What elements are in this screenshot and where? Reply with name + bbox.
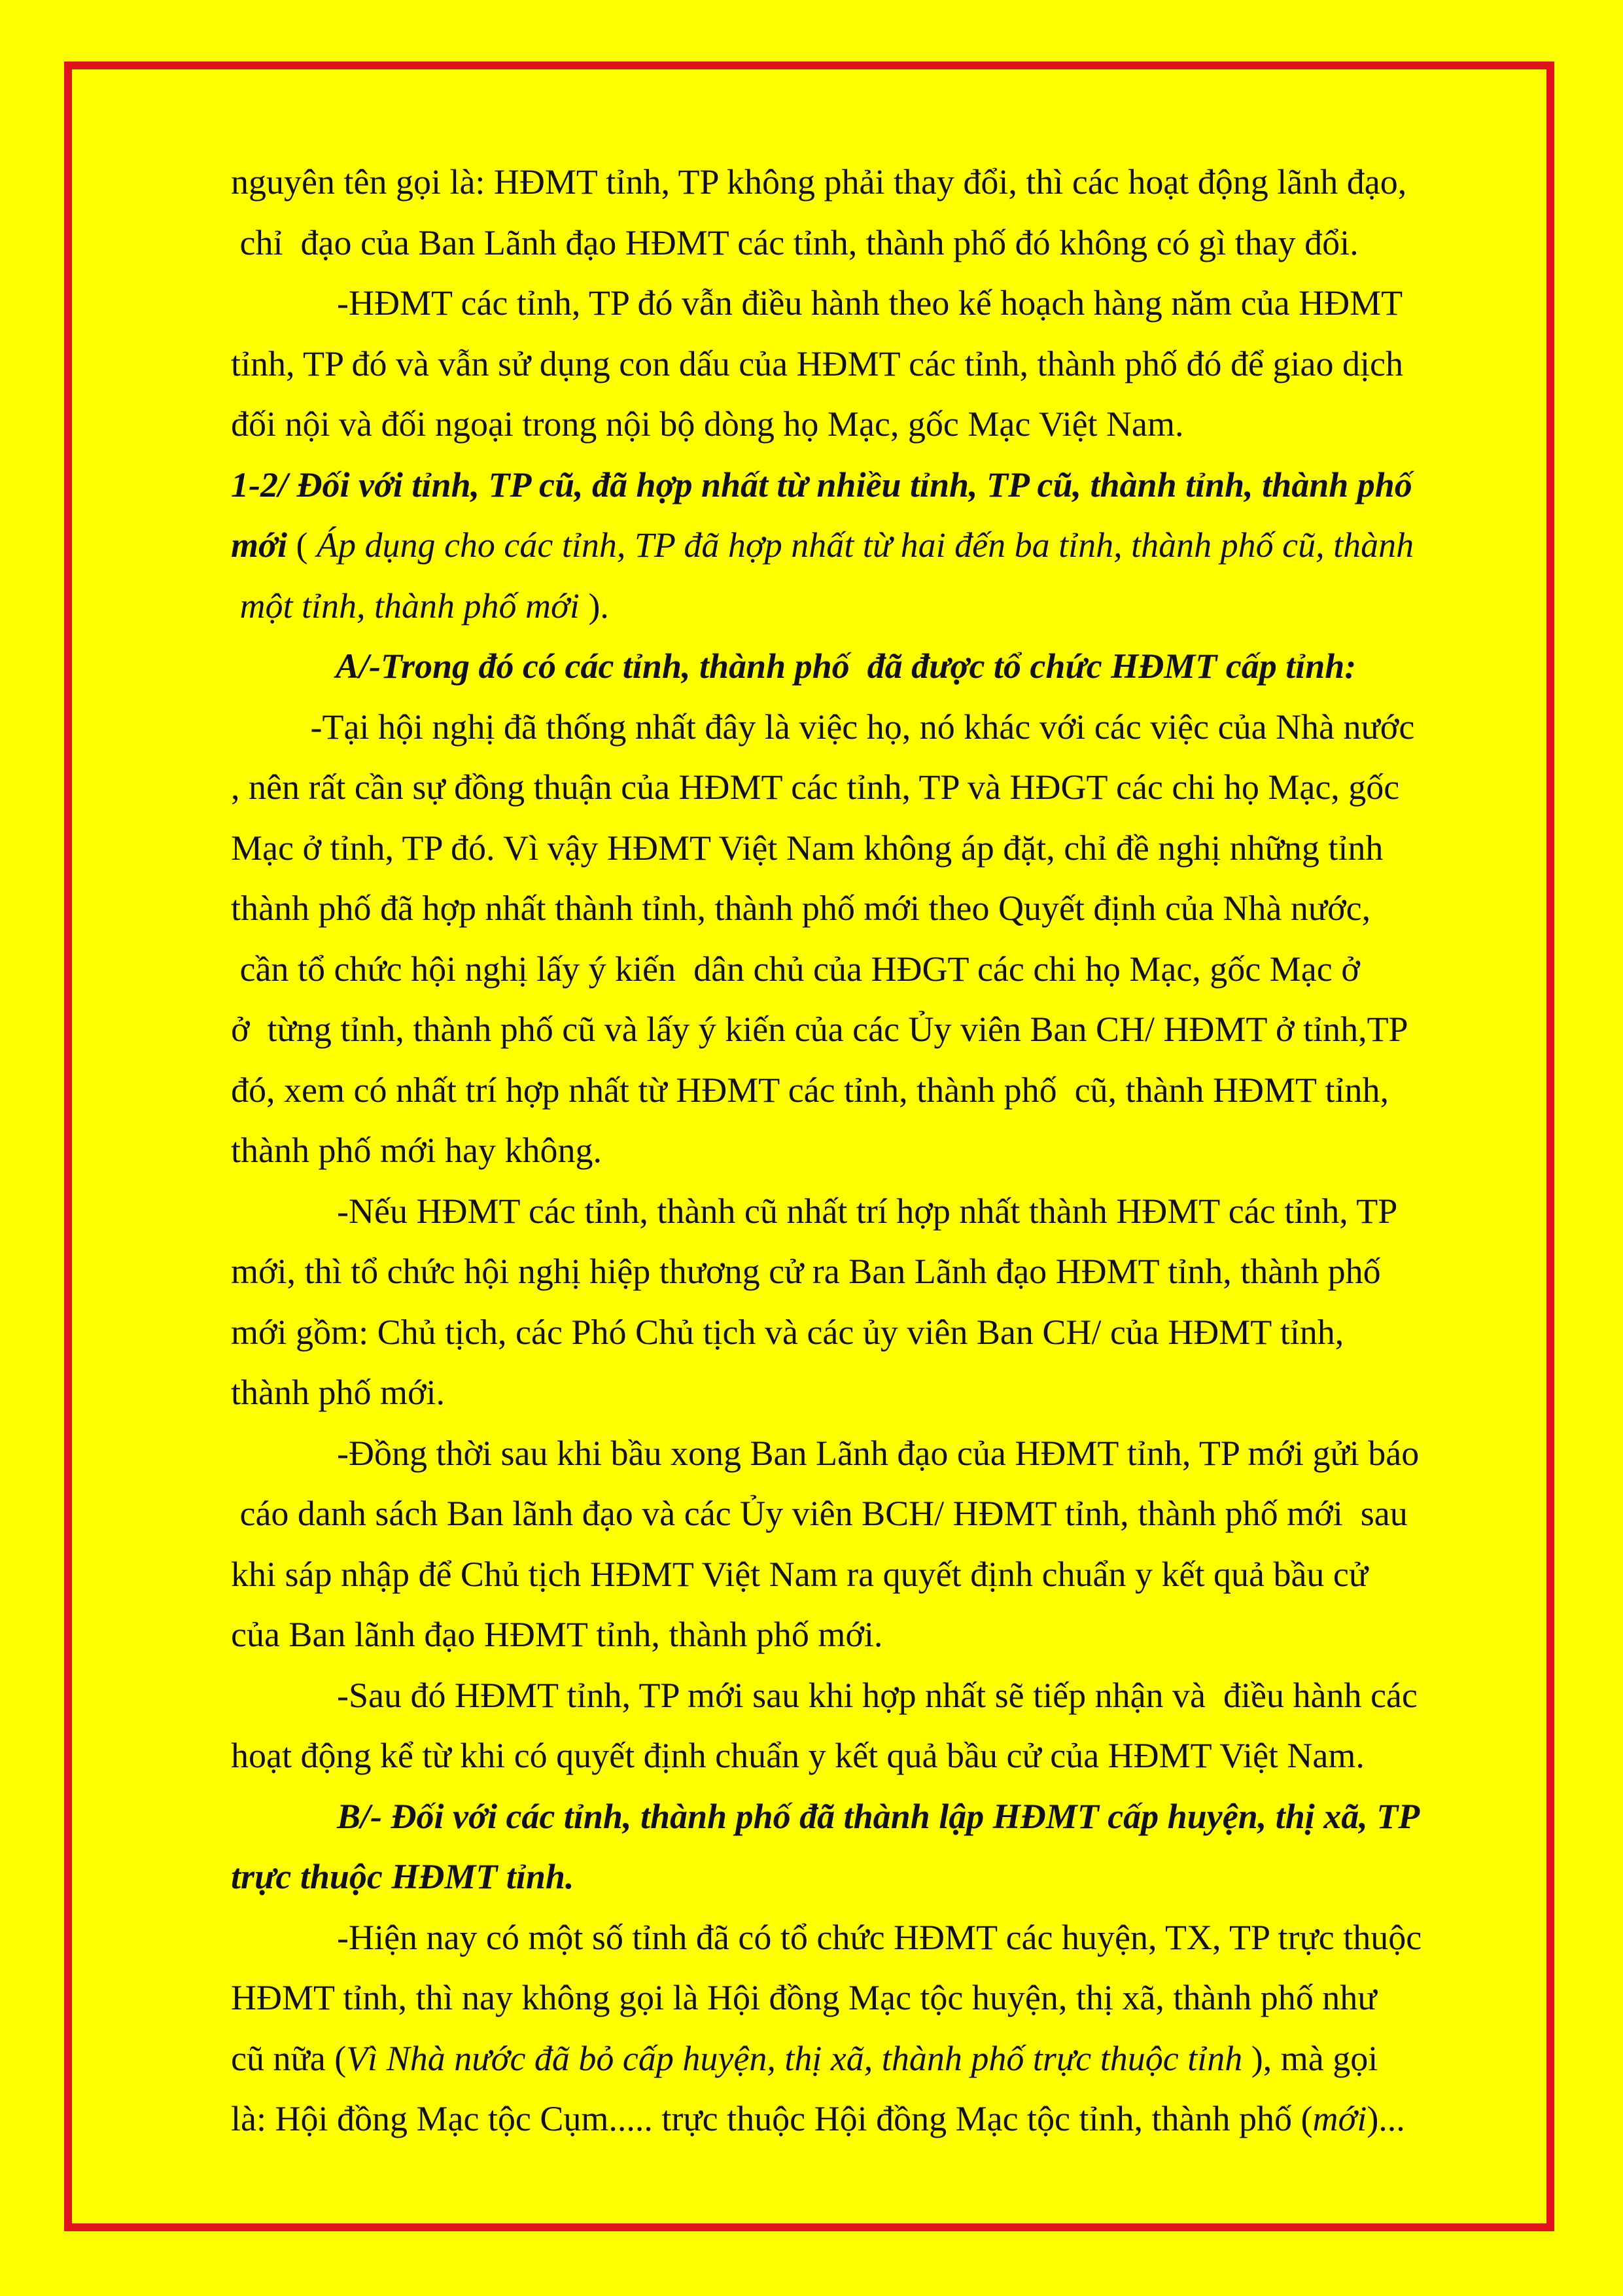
text-span: ), mà gọi [1242, 2038, 1378, 2078]
text-line: thành phố đã hợp nhất thành tỉnh, thành phố mới theo Quyết định của Nhà nước, [231, 889, 1371, 928]
text-line: cáo danh sách Ban lãnh đạo và các Ủy viên BCH/ HĐMT tỉnh, thành phố mới sau [231, 1494, 1408, 1533]
text-line: đó, xem có nhất trí hợp nhất từ HĐMT các tỉnh, thành phố cũ, thành HĐMT tỉnh, [231, 1070, 1389, 1110]
text-line: -Nếu HĐMT các tỉnh, thành cũ nhất trí hợp nhất thành HĐMT các tỉnh, TP [231, 1191, 1398, 1231]
text-line: của Ban lãnh đạo HĐMT tỉnh, thành phố mới. [231, 1615, 883, 1654]
subsection-heading-a: A/-Trong đó có các tỉnh, thành phố đã được tổ chức HĐMT cấp tỉnh: [231, 646, 1357, 686]
subsection-heading-b-continuation: trực thuộc HĐMT tỉnh. [231, 1857, 574, 1896]
text-line: -Sau đó HĐMT tỉnh, TP mới sau khi hợp nhất sẽ tiếp nhận và điều hành các [231, 1675, 1418, 1715]
text-line: chỉ đạo của Ban Lãnh đạo HĐMT các tỉnh, thành phố đó không có gì thay đổi. [231, 222, 1359, 262]
text-line: tỉnh, TP đó và vẫn sử dụng con dấu của HĐMT các tỉnh, thành phố đó để giao dịch [231, 344, 1403, 383]
text-line: -Đồng thời sau khi bầu xong Ban Lãnh đạo của HĐMT tỉnh, TP mới gửi báo [231, 1433, 1420, 1473]
text-line [231, 515, 1523, 576]
text-line: khi sáp nhập để Chủ tịch HĐMT Việt Nam ra quyết định chuẩn y kết quả bầu cử [231, 1554, 1369, 1594]
text-span: là: Hội đồng Mạc tộc Cụm..... trực thuộc Hội đồng Mạc tộc tỉnh, thành phố ( [231, 2099, 1313, 2138]
text-line: cần tổ chức hội nghị lấy ý kiến dân chủ của HĐGT các chi họ Mạc, gốc Mạc ở [231, 949, 1360, 989]
italic-word: mới [1312, 2099, 1367, 2138]
text-span: ). [579, 586, 609, 626]
text-line: HĐMT tỉnh, thì nay không gọi là Hội đồng Mạc tộc huyện, thị xã, thành phố như [231, 1978, 1377, 2017]
italic-note: Vì Nhà nước đã bỏ cấp huyện, thị xã, thành phố trực thuộc tỉnh [346, 2038, 1243, 2078]
italic-note: một tỉnh, thành phố mới [231, 586, 580, 626]
text-line: mới, thì tổ chức hội nghị hiệp thương cử ra Ban Lãnh đạo HĐMT tỉnh, thành phố [231, 1252, 1381, 1291]
text-line: thành phố mới. [231, 1373, 445, 1412]
text-line [231, 576, 1523, 637]
text-line: -HĐMT các tỉnh, TP đó vẫn điều hành theo kế hoạch hàng năm của HĐMT [231, 283, 1403, 323]
italic-note: Áp dụng cho các tỉnh, TP đã hợp nhất từ hai đến ba tỉnh, thành phố cũ, thành [316, 525, 1414, 565]
subsection-heading-b: B/- Đối với các tỉnh, thành phố đã thành lập HĐMT cấp huyện, thị xã, TP [231, 1796, 1420, 1836]
text-line: ở từng tỉnh, thành phố cũ và lấy ý kiến của các Ủy viên Ban CH/ HĐMT ở tỉnh,TP [231, 1010, 1408, 1049]
text-line [231, 2028, 1523, 2089]
text-line: hoạt động kể từ khi có quyết định chuẩn y kết quả bầu cử của HĐMT Việt Nam. [231, 1736, 1365, 1775]
text-span: ( [287, 525, 317, 565]
text-span: cũ nữa ( [231, 2038, 347, 2078]
text-span: )... [1367, 2099, 1405, 2138]
text-line: thành phố mới hay không. [231, 1131, 602, 1170]
section-heading-1-2: 1-2/ Đối với tỉnh, TP cũ, đã hợp nhất từ nhiều tỉnh, TP cũ, thành tỉnh, thành phố [231, 465, 1412, 504]
text-line: -Tại hội nghị đã thống nhất đây là việc họ, nó khác với các việc của Nhà nước [231, 707, 1415, 747]
text-line [231, 2089, 1523, 2149]
text-line: nguyên tên gọi là: HĐMT tỉnh, TP không phải thay đổi, thì các hoạt động lãnh đạo, [231, 162, 1407, 202]
text-line: -Hiện nay có một số tỉnh đã có tổ chức HĐMT các huyện, TX, TP trực thuộc [231, 1917, 1422, 1957]
document-body [231, 152, 1523, 2149]
text-line: đối nội và đối ngoại trong nội bộ dòng họ Mạc, gốc Mạc Việt Nam. [231, 404, 1184, 444]
text-line: mới gồm: Chủ tịch, các Phó Chủ tịch và các ủy viên Ban CH/ của HĐMT tỉnh, [231, 1312, 1344, 1352]
heading-continuation: mới [231, 525, 287, 565]
text-line: , nên rất cần sự đồng thuận của HĐMT các tỉnh, TP và HĐGT các chi họ Mạc, gốc [231, 768, 1400, 807]
text-line: Mạc ở tỉnh, TP đó. Vì vậy HĐMT Việt Nam không áp đặt, chỉ đề nghị những tỉnh [231, 828, 1384, 868]
